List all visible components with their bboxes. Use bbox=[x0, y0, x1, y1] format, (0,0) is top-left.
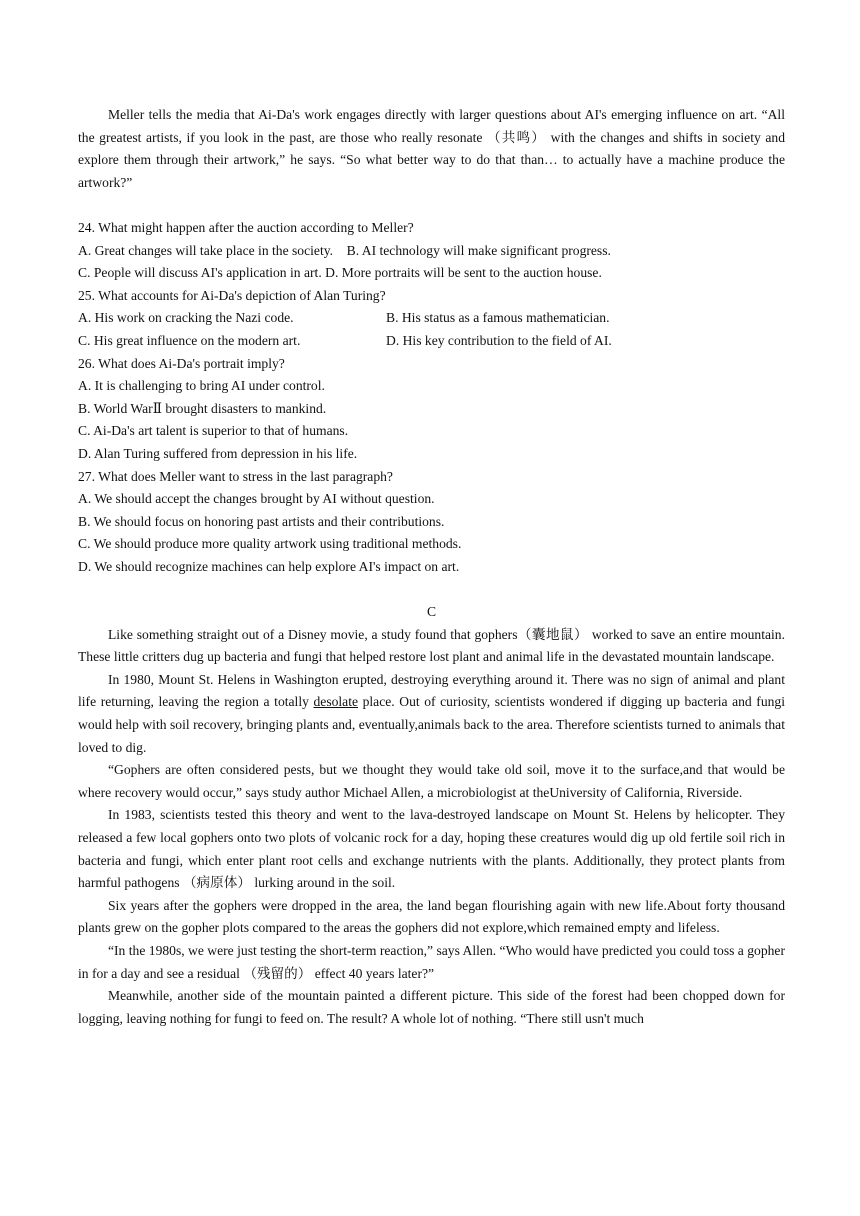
text-run: place. Out of curiosity, scientists wondered if digging up bacteria and fungi would help with soil recovery, bringing plants and, eventually,animals back to the area. Therefore scientists turned to animals that loved to dig. bbox=[78, 694, 785, 755]
option-a: A. We should accept the changes brought by AI without question. bbox=[78, 491, 435, 507]
passage-paragraph: Meller tells the media that Ai-Da's work engages directly with larger questions about AI's emerging influence on art. “All the greatest artists, if you look in the past, are those who really resonate （共鸣） with the changes and shifts in society and explore them through their artwork,” he says. “So what better way to do that than… to actually have a machine produce the artwork?” bbox=[78, 107, 785, 190]
option-row bbox=[78, 307, 785, 330]
section-heading: C bbox=[426, 604, 437, 620]
option-c: C. His great influence on the modern art. bbox=[78, 332, 301, 348]
option-d: D. Alan Turing suffered from depression in his life. bbox=[78, 445, 358, 461]
option-a: A. It is challenging to bring AI under control. bbox=[78, 378, 325, 394]
question-stem: 25. What accounts for Ai-Da's depiction of Alan Turing? bbox=[78, 287, 386, 303]
option-c: C. People will discuss AI's application in art. bbox=[78, 265, 322, 281]
passage-paragraph: In 1983, scientists tested this theory and went to the lava-destroyed landscape on Mount St. Helens by helicopter. They released a few local gophers onto two plots of volcanic rock for a day, hoping these creatures would dig up old fertile soil rich in bacteria and fungi, which enter plant root cells and exchange nutrients with the plants. Additionally, they protect plants from harmful pathogens （病原体） lurking around in the soil. bbox=[78, 807, 785, 891]
passage-paragraph: “Gophers are often considered pests, but we thought they would take old soil, move it to the surface,and that would be where recovery would occur,” says study author Michael Allen, a microbiologist at theUniversity of California, Riverside. bbox=[78, 762, 785, 800]
option-c: C. Ai-Da's art talent is superior to that of humans. bbox=[78, 423, 349, 439]
question-stem: 26. What does Ai-Da's portrait imply? bbox=[78, 355, 285, 371]
page-content bbox=[78, 104, 785, 1030]
passage-paragraph: Meanwhile, another side of the mountain painted a different picture. This side of the forest had been chopped down for logging, leaving nothing for fungi to feed on. The result? A whole lot of nothing. “There still usn't much bbox=[78, 988, 785, 1026]
option-b: B. AI technology will make significant progress. bbox=[346, 242, 611, 258]
option-d: D. We should recognize machines can help explore AI's impact on art. bbox=[78, 558, 460, 574]
option-c: C. We should produce more quality artwork using traditional methods. bbox=[78, 536, 462, 552]
question-27 bbox=[78, 466, 785, 579]
underlined-word: desolate bbox=[313, 694, 359, 710]
passage-paragraph: Like something straight out of a Disney movie, a study found that gophers（囊地鼠） worked to save an entire mountain. These little critters dug up bacteria and fungi that helped restore lost plant and animal life in the devastated mountain landscape. bbox=[78, 626, 785, 665]
option-a: A. His work on cracking the Nazi code. bbox=[78, 310, 294, 326]
passage-paragraph bbox=[78, 669, 785, 759]
passage-paragraph: “In the 1980s, we were just testing the short-term reaction,” says Allen. “Who would have predicted you could toss a gopher in for a day and see a residual （残留的） effect 40 years later?” bbox=[78, 942, 785, 981]
option-b: B. We should focus on honoring past artists and their contributions. bbox=[78, 513, 445, 529]
option-b: B. His status as a famous mathematician. bbox=[386, 310, 610, 326]
option-a: A. Great changes will take place in the society. bbox=[78, 242, 334, 258]
text-run: In 1980, Mount St. Helens in Washington erupted, destroying everything around it. There was no sign of animal and plant life returning, leaving the region a totally bbox=[78, 671, 785, 710]
question-stem: 27. What does Meller want to stress in the last paragraph? bbox=[78, 468, 393, 484]
option-d: D. More portraits will be sent to the auction house. bbox=[325, 265, 602, 281]
spacer bbox=[78, 578, 785, 601]
option-row bbox=[78, 330, 785, 353]
passage-paragraph: Six years after the gophers were dropped in the area, the land began flourishing again with new life.About forty thousand plants grew on the gopher plots compared to the areas the gophers did not explore,which remained empty and lifeless. bbox=[78, 897, 785, 936]
question-26 bbox=[78, 353, 785, 466]
option-d: D. His key contribution to the field of AI. bbox=[386, 332, 612, 348]
spacer bbox=[78, 194, 785, 217]
question-stem: 24. What might happen after the auction according to Meller? bbox=[78, 219, 414, 235]
question-24 bbox=[78, 217, 785, 285]
question-25 bbox=[78, 285, 785, 353]
option-b: B. World WarⅡ brought disasters to mankind. bbox=[78, 400, 327, 416]
option-row bbox=[78, 262, 785, 285]
option-row bbox=[78, 240, 785, 263]
